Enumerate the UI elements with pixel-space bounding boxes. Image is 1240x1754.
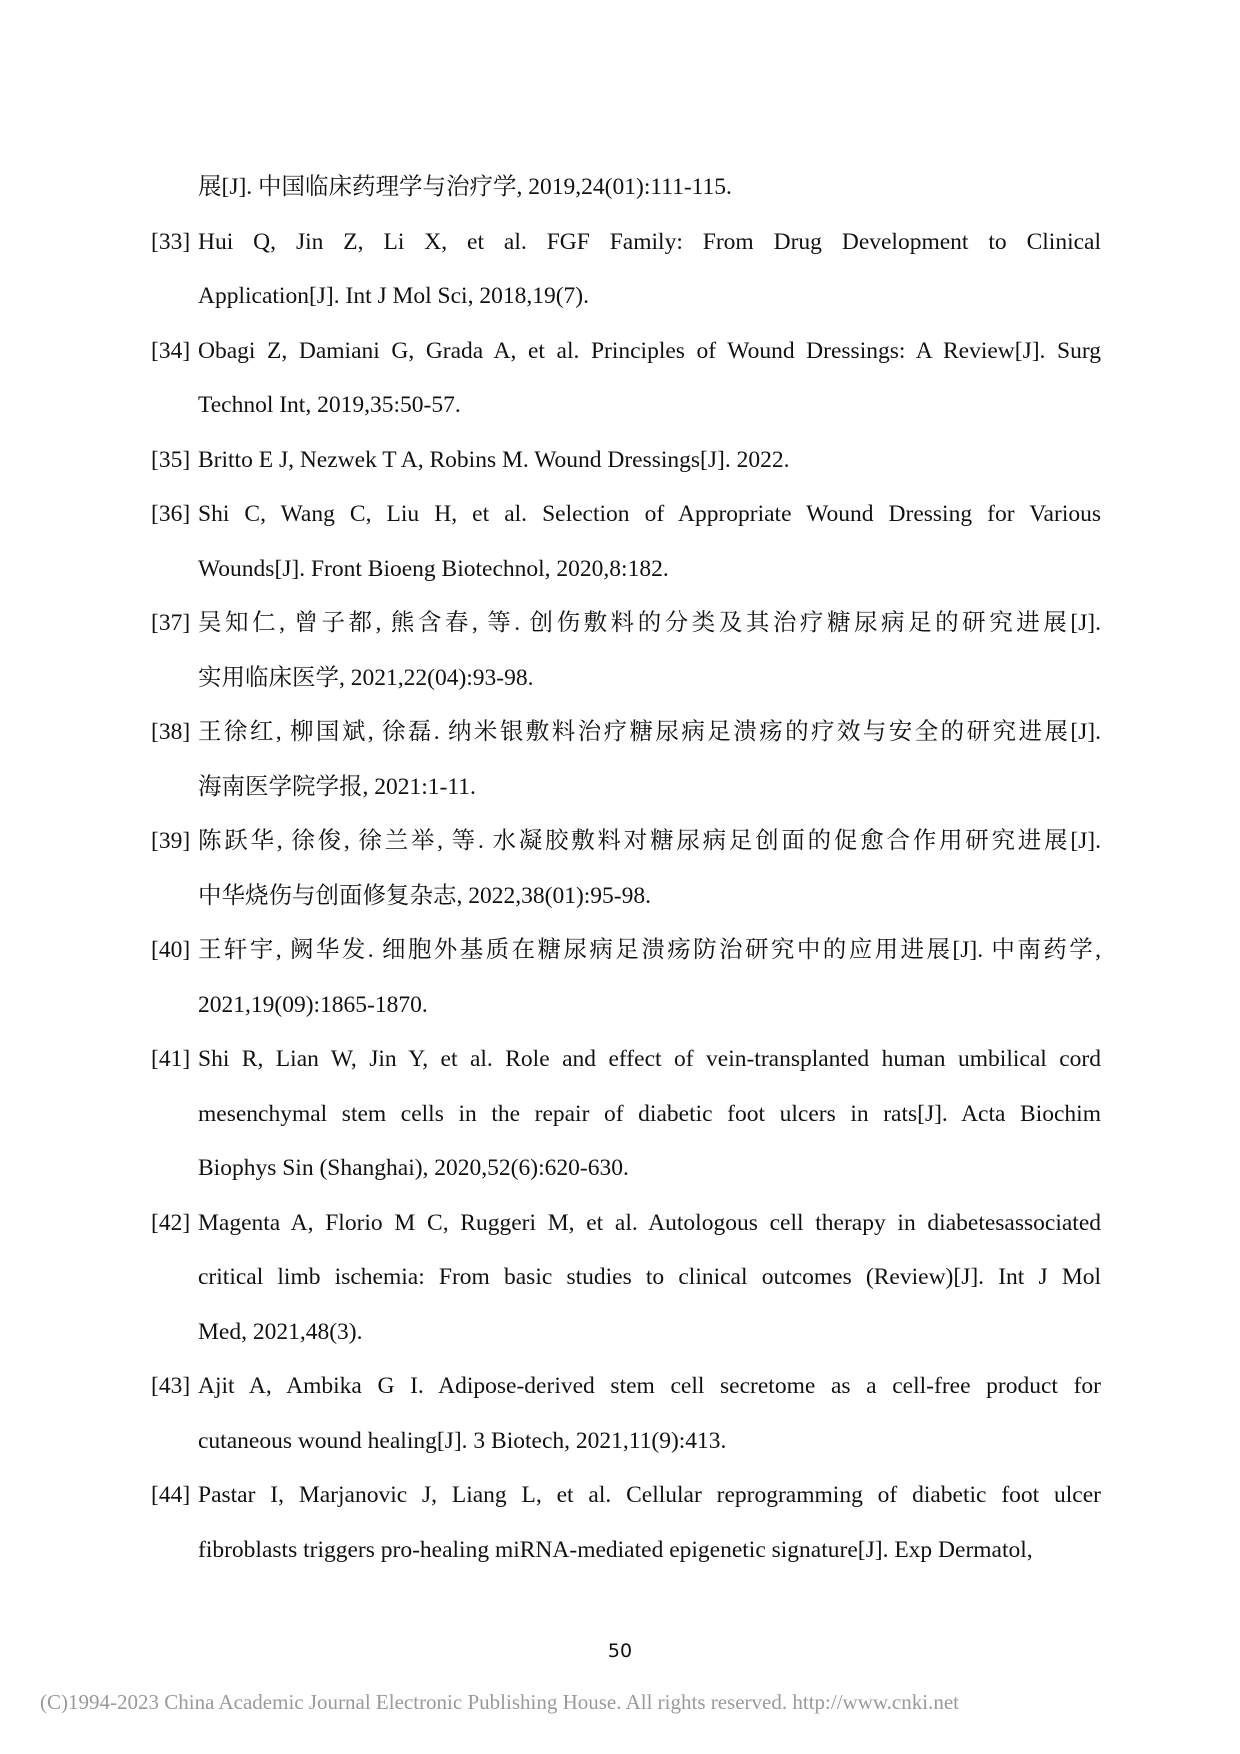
reference-line — [151, 596, 1101, 651]
reference-line — [151, 487, 1101, 542]
reference-number: [34] — [151, 337, 191, 364]
reference-line — [151, 869, 1101, 924]
reference-text: Pastar I, Marjanovic J, Liang L, et al. Cellular reprogramming of diabetic foot ulcer — [198, 1482, 1101, 1508]
reference-line — [151, 1250, 1101, 1305]
reference-line — [151, 1305, 1101, 1360]
reference-text: 中华烧伤与创面修复杂志, 2022,38(01):95-98. — [198, 882, 652, 909]
copyright-footer: (C)1994-2023 China Academic Journal Electronic Publishing House. All rights reserved. http://www.cnki.net — [40, 1690, 959, 1714]
reference-line — [151, 814, 1101, 869]
reference-text: Ajit A, Ambika G I. Adipose-derived stem cell secretome as a cell-free product for — [198, 1373, 1101, 1399]
reference-text: critical limb ischemia: From basic studies to clinical outcomes (Review)[J]. Int J Mol — [198, 1264, 1101, 1290]
reference-number: [39] — [151, 828, 191, 854]
reference-text: Magenta A, Florio M C, Ruggeri M, et al. Autologous cell therapy in diabetesassociated — [198, 1209, 1101, 1236]
reference-text: Obagi Z, Damiani G, Grada A, et al. Principles of Wound Dressings: A Review[J]. Surg — [198, 337, 1101, 364]
reference-text: cutaneous wound healing[J]. 3 Biotech, 2021,11(9):413. — [198, 1427, 727, 1454]
reference-text: Med, 2021,48(3). — [198, 1318, 363, 1345]
reference-number: [43] — [151, 1373, 191, 1399]
reference-text: fibroblasts triggers pro-healing miRNA-mediated epigenetic signature[J]. Exp Dermatol, — [198, 1536, 1033, 1563]
reference-number: [42] — [151, 1209, 191, 1236]
reference-line — [151, 1523, 1101, 1578]
reference-number: [38] — [151, 719, 191, 745]
reference-line — [151, 1196, 1101, 1251]
reference-continuation-text: 展[J]. 中国临床药理学与治疗学, 2019,24(01):111-115. — [198, 174, 732, 200]
reference-text: Shi C, Wang C, Liu H, et al. Selection of Appropriate Wound Dressing for Various — [198, 501, 1101, 527]
reference-line — [151, 215, 1101, 270]
reference-line — [151, 378, 1101, 433]
reference-line — [151, 1468, 1101, 1523]
reference-text: 陈跃华, 徐俊, 徐兰举, 等. 水凝胶敷料对糖尿病足创面的促愈合作用研究进展[J]. — [198, 828, 1101, 854]
reference-line — [151, 1141, 1101, 1196]
reference-number: [37] — [151, 610, 191, 636]
page-number: 50 — [607, 1640, 633, 1662]
reference-number: [33] — [151, 228, 191, 255]
reference-line — [151, 705, 1101, 760]
reference-text: Britto E J, Nezwek T A, Robins M. Wound Dressings[J]. 2022. — [198, 446, 790, 473]
reference-line — [151, 651, 1101, 706]
reference-text: Shi R, Lian W, Jin Y, et al. Role and effect of vein-transplanted human umbilical cord — [198, 1046, 1101, 1072]
reference-text: 实用临床医学, 2021,22(04):93-98. — [198, 664, 534, 691]
reference-continuation-line — [151, 160, 1101, 215]
reference-line — [151, 1359, 1101, 1414]
reference-line — [151, 269, 1101, 324]
reference-line — [151, 923, 1101, 978]
reference-number: [44] — [151, 1482, 191, 1508]
reference-text: 王徐红, 柳国斌, 徐磊. 纳米银敷料治疗糖尿病足溃疡的疗效与安全的研究进展[J]. — [198, 719, 1101, 745]
reference-line — [151, 433, 1101, 488]
reference-number: [36] — [151, 501, 191, 527]
reference-text: 海南医学院学报, 2021:1-11. — [198, 773, 476, 800]
reference-number: [40] — [151, 937, 191, 963]
reference-line — [151, 760, 1101, 815]
reference-text: mesenchymal stem cells in the repair of diabetic foot ulcers in rats[J]. Acta Biochim — [198, 1100, 1101, 1127]
reference-text: 吴知仁, 曾子都, 熊含春, 等. 创伤敷料的分类及其治疗糖尿病足的研究进展[J]. — [198, 610, 1101, 636]
reference-line — [151, 324, 1101, 379]
reference-list — [151, 160, 1101, 1577]
reference-text: Technol Int, 2019,35:50-57. — [198, 392, 461, 418]
reference-number: [35] — [151, 446, 191, 473]
reference-text: 王轩宇, 阙华发. 细胞外基质在糖尿病足溃疡防治研究中的应用进展[J]. 中南药学, — [198, 937, 1101, 963]
reference-line — [151, 542, 1101, 597]
reference-text: 2021,19(09):1865-1870. — [198, 991, 428, 1018]
reference-text: Application[J]. Int J Mol Sci, 2018,19(7). — [198, 283, 589, 309]
reference-line — [151, 1032, 1101, 1087]
reference-number: [41] — [151, 1046, 191, 1072]
reference-line — [151, 1414, 1101, 1469]
reference-text: Wounds[J]. Front Bioeng Biotechnol, 2020,8:182. — [198, 555, 669, 582]
reference-text: Hui Q, Jin Z, Li X, et al. FGF Family: From Drug Development to Clinical — [198, 228, 1101, 255]
reference-text: Biophys Sin (Shanghai), 2020,52(6):620-630. — [198, 1155, 629, 1181]
reference-line — [151, 978, 1101, 1033]
reference-line — [151, 1087, 1101, 1142]
